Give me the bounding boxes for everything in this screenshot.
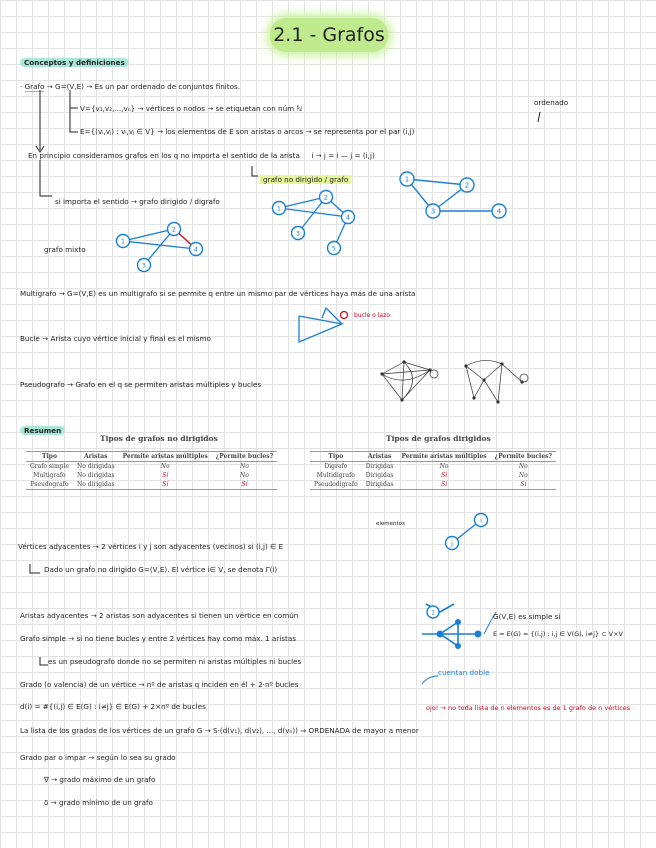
table-cell: No — [518, 472, 528, 479]
page-title: 2.1 - Grafos — [270, 18, 388, 52]
svg-text:1: 1 — [276, 204, 282, 213]
table-row — [26, 480, 277, 490]
grado-formula: d(i) = #{(i,j) ∈ E(G) : i≠j} ∈ E(G) + 2×nº de bucles — [20, 702, 206, 711]
svg-text:3: 3 — [430, 207, 436, 216]
svg-text:j: j — [451, 539, 453, 548]
table-no-dirigidos — [26, 451, 277, 490]
vertices-line: V={v₁,v₂,...,vₙ} → vértices o nodos → se etiquetan con núm ℕ — [80, 104, 303, 113]
svg-text:2: 2 — [323, 193, 329, 202]
table-cell: No — [239, 472, 249, 479]
svg-text:i: i — [480, 516, 482, 525]
vertices-adyacentes: Vértices adyacentes → 2 vértices i y j son adyacentes (vecinos) si (i,j) ∈ E — [18, 542, 284, 551]
vecinos-line: Dado un grafo no dirigido G=(V,E). El vértice i∈ V, se denota Γ(i) — [44, 565, 278, 574]
table-cell: Dirigidas — [365, 463, 394, 470]
table1-header: Tipo — [26, 452, 73, 462]
table-row — [310, 471, 556, 480]
grafo-def: → G=(V,E) → Es un par ordenado de conjuntos finitos. — [46, 82, 241, 91]
grafo-term: Grafo — [24, 82, 45, 91]
resumen-label: Resumen — [20, 426, 65, 435]
pseudografo-definition: Pseudografo → Grafo en el q se permiten aristas múltiples y bucles — [20, 380, 262, 389]
simple-graph-diagram — [418, 600, 488, 654]
no-dirigido-label — [260, 175, 351, 185]
table-cell: No dirigidas — [76, 472, 115, 479]
table-cell: No dirigidas — [73, 480, 119, 490]
simple-note-2: E = E(G) = {(i,j) : i,j ∈ V(G), i≠j} ⊂ V×V — [493, 630, 623, 638]
bucle-diagram — [296, 306, 356, 346]
pseudografo-diagrams — [374, 358, 534, 408]
table-cell: Sí — [397, 480, 490, 490]
svg-text:1: 1 — [431, 609, 435, 617]
table-cell: Pseudodigrafo — [310, 480, 362, 490]
dirigido-label: si importa el sentido → grafo dirigido / digrafo — [55, 197, 220, 206]
grafo-definition: · Grafo → G=(V,E) → Es un par ordenado de conjuntos finitos. — [20, 82, 241, 91]
table-dirigidos — [310, 451, 556, 490]
table1-caption: Tipos de grafos no dirigidos — [100, 434, 218, 443]
table1-header: ¿Permite bucles? — [212, 452, 277, 462]
svg-text:3: 3 — [141, 261, 147, 270]
aristas-adyacentes: Aristas adyacentes → 2 aristas son adyacentes si tienen un vértice en común — [20, 611, 299, 620]
table-cell: Sí — [119, 480, 212, 490]
mixed-graph-diagram — [112, 220, 204, 272]
table-cell: Sí — [491, 480, 556, 490]
multigrafo-definition: Multigrafo → G=(V,E) es un multigrafo si se permite q entre un mismo par de vértices haya más de una arista — [20, 289, 416, 298]
table-row — [310, 480, 556, 490]
table-cell: Digrafo — [324, 463, 348, 470]
table-cell: Multigrafo — [33, 472, 66, 479]
ojo-note: ojo! → no toda lista de n elementos es de 1 grafo de n vértices — [426, 704, 631, 712]
table-cell: Multidigrafo — [316, 472, 355, 479]
svg-text:2: 2 — [464, 181, 470, 190]
grado-par-impar: Grado par o impar → según lo sea su grado — [20, 753, 176, 762]
table-cell: No — [160, 463, 170, 470]
ordenado-note: ordenado — [534, 98, 569, 107]
table-cell: No — [518, 463, 528, 470]
grado-definition: Grado (o valencia) de un vértice → nº de aristas q inciden en él + 2·nº bucles — [20, 680, 299, 689]
table2-header: Tipo — [310, 452, 362, 462]
table-cell: Sí — [212, 480, 277, 490]
principio-equation: i → j = i — j = (i,j) — [311, 151, 375, 160]
edges-line: E={(vᵢ,vⱼ) : vᵢ,vⱼ ∈ V} → los elementos de E son aristas o arcos → se representa por el par (i,j) — [80, 127, 415, 136]
no-dirigido-text: grafo no dirigido / grafo — [260, 175, 351, 184]
table-cell: No — [239, 463, 249, 470]
table-cell: Sí — [441, 472, 448, 479]
grado-minimo: δ → grado mínimo de un grafo — [44, 798, 153, 807]
table-cell: No — [439, 463, 449, 470]
simple-note-1: G(V,E) es simple si — [493, 612, 561, 621]
lista-grados: La lista de los grados de los vértices de un grafo G → S·(d(v₁), d(v₂), ..., d(vₙ)) ⇒ ORDENADA de mayor a menor — [20, 726, 419, 735]
table-cell: Sí — [162, 472, 169, 479]
table2-header: Aristas — [362, 452, 398, 462]
bucle-definition: Bucle → Arista cuyo vértice inicial y final es el mismo — [20, 334, 211, 343]
cuentan-doble-note: cuentan doble — [438, 668, 490, 677]
table1-header: Aristas — [73, 452, 119, 462]
resumen-heading — [20, 426, 65, 436]
directed-graph-diagram — [270, 188, 360, 258]
svg-text:5: 5 — [331, 244, 337, 253]
table2-header: Permite aristas múltiples — [397, 452, 490, 462]
cuentan-arrow — [418, 674, 442, 688]
svg-text:4: 4 — [496, 207, 502, 216]
table-cell: No dirigidas — [76, 463, 115, 470]
elementos-note: elementos — [376, 521, 405, 527]
table-row — [310, 462, 556, 472]
table-row — [26, 462, 277, 472]
svg-text:1: 1 — [404, 175, 410, 184]
section-label: Conceptos y definiciones — [20, 58, 129, 67]
grafo-simple: Grafo simple → si no tiene bucles y entre 2 vértices hay como máx. 1 aristas — [20, 634, 296, 643]
bucle-note: bucle o lazo — [354, 312, 390, 319]
table-cell: Dirigidas — [362, 480, 398, 490]
table-row — [26, 471, 277, 480]
svg-text:2: 2 — [171, 225, 177, 234]
svg-text:1: 1 — [120, 237, 126, 246]
principio-text — [28, 151, 375, 161]
table-cell: Pseudografo — [26, 480, 73, 490]
principio-sentence: En principio consideramos grafos en los q no importa el sentido de la arista — [28, 151, 300, 160]
mixto-label: grafo mixto — [44, 245, 86, 254]
undirected-graph-diagram — [395, 168, 515, 224]
table1-header: Permite aristas múltiples — [119, 452, 212, 462]
grado-maximo: ∇ → grado máximo de un grafo — [44, 775, 156, 784]
table-cell: Dirigidas — [365, 472, 394, 479]
table2-header: ¿Permite bucles? — [491, 452, 556, 462]
table2-caption: Tipos de grafos dirigidos — [386, 434, 491, 443]
svg-text:4: 4 — [345, 213, 351, 222]
adjacent-vertices-diagram — [440, 510, 494, 554]
svg-text:4: 4 — [193, 245, 199, 254]
svg-text:3: 3 — [295, 229, 301, 238]
simple-subnote: es un pseudografo donde no se permiten ni aristas múltiples ni bucles — [48, 657, 302, 666]
table-cell: Grafo simple — [30, 463, 69, 470]
